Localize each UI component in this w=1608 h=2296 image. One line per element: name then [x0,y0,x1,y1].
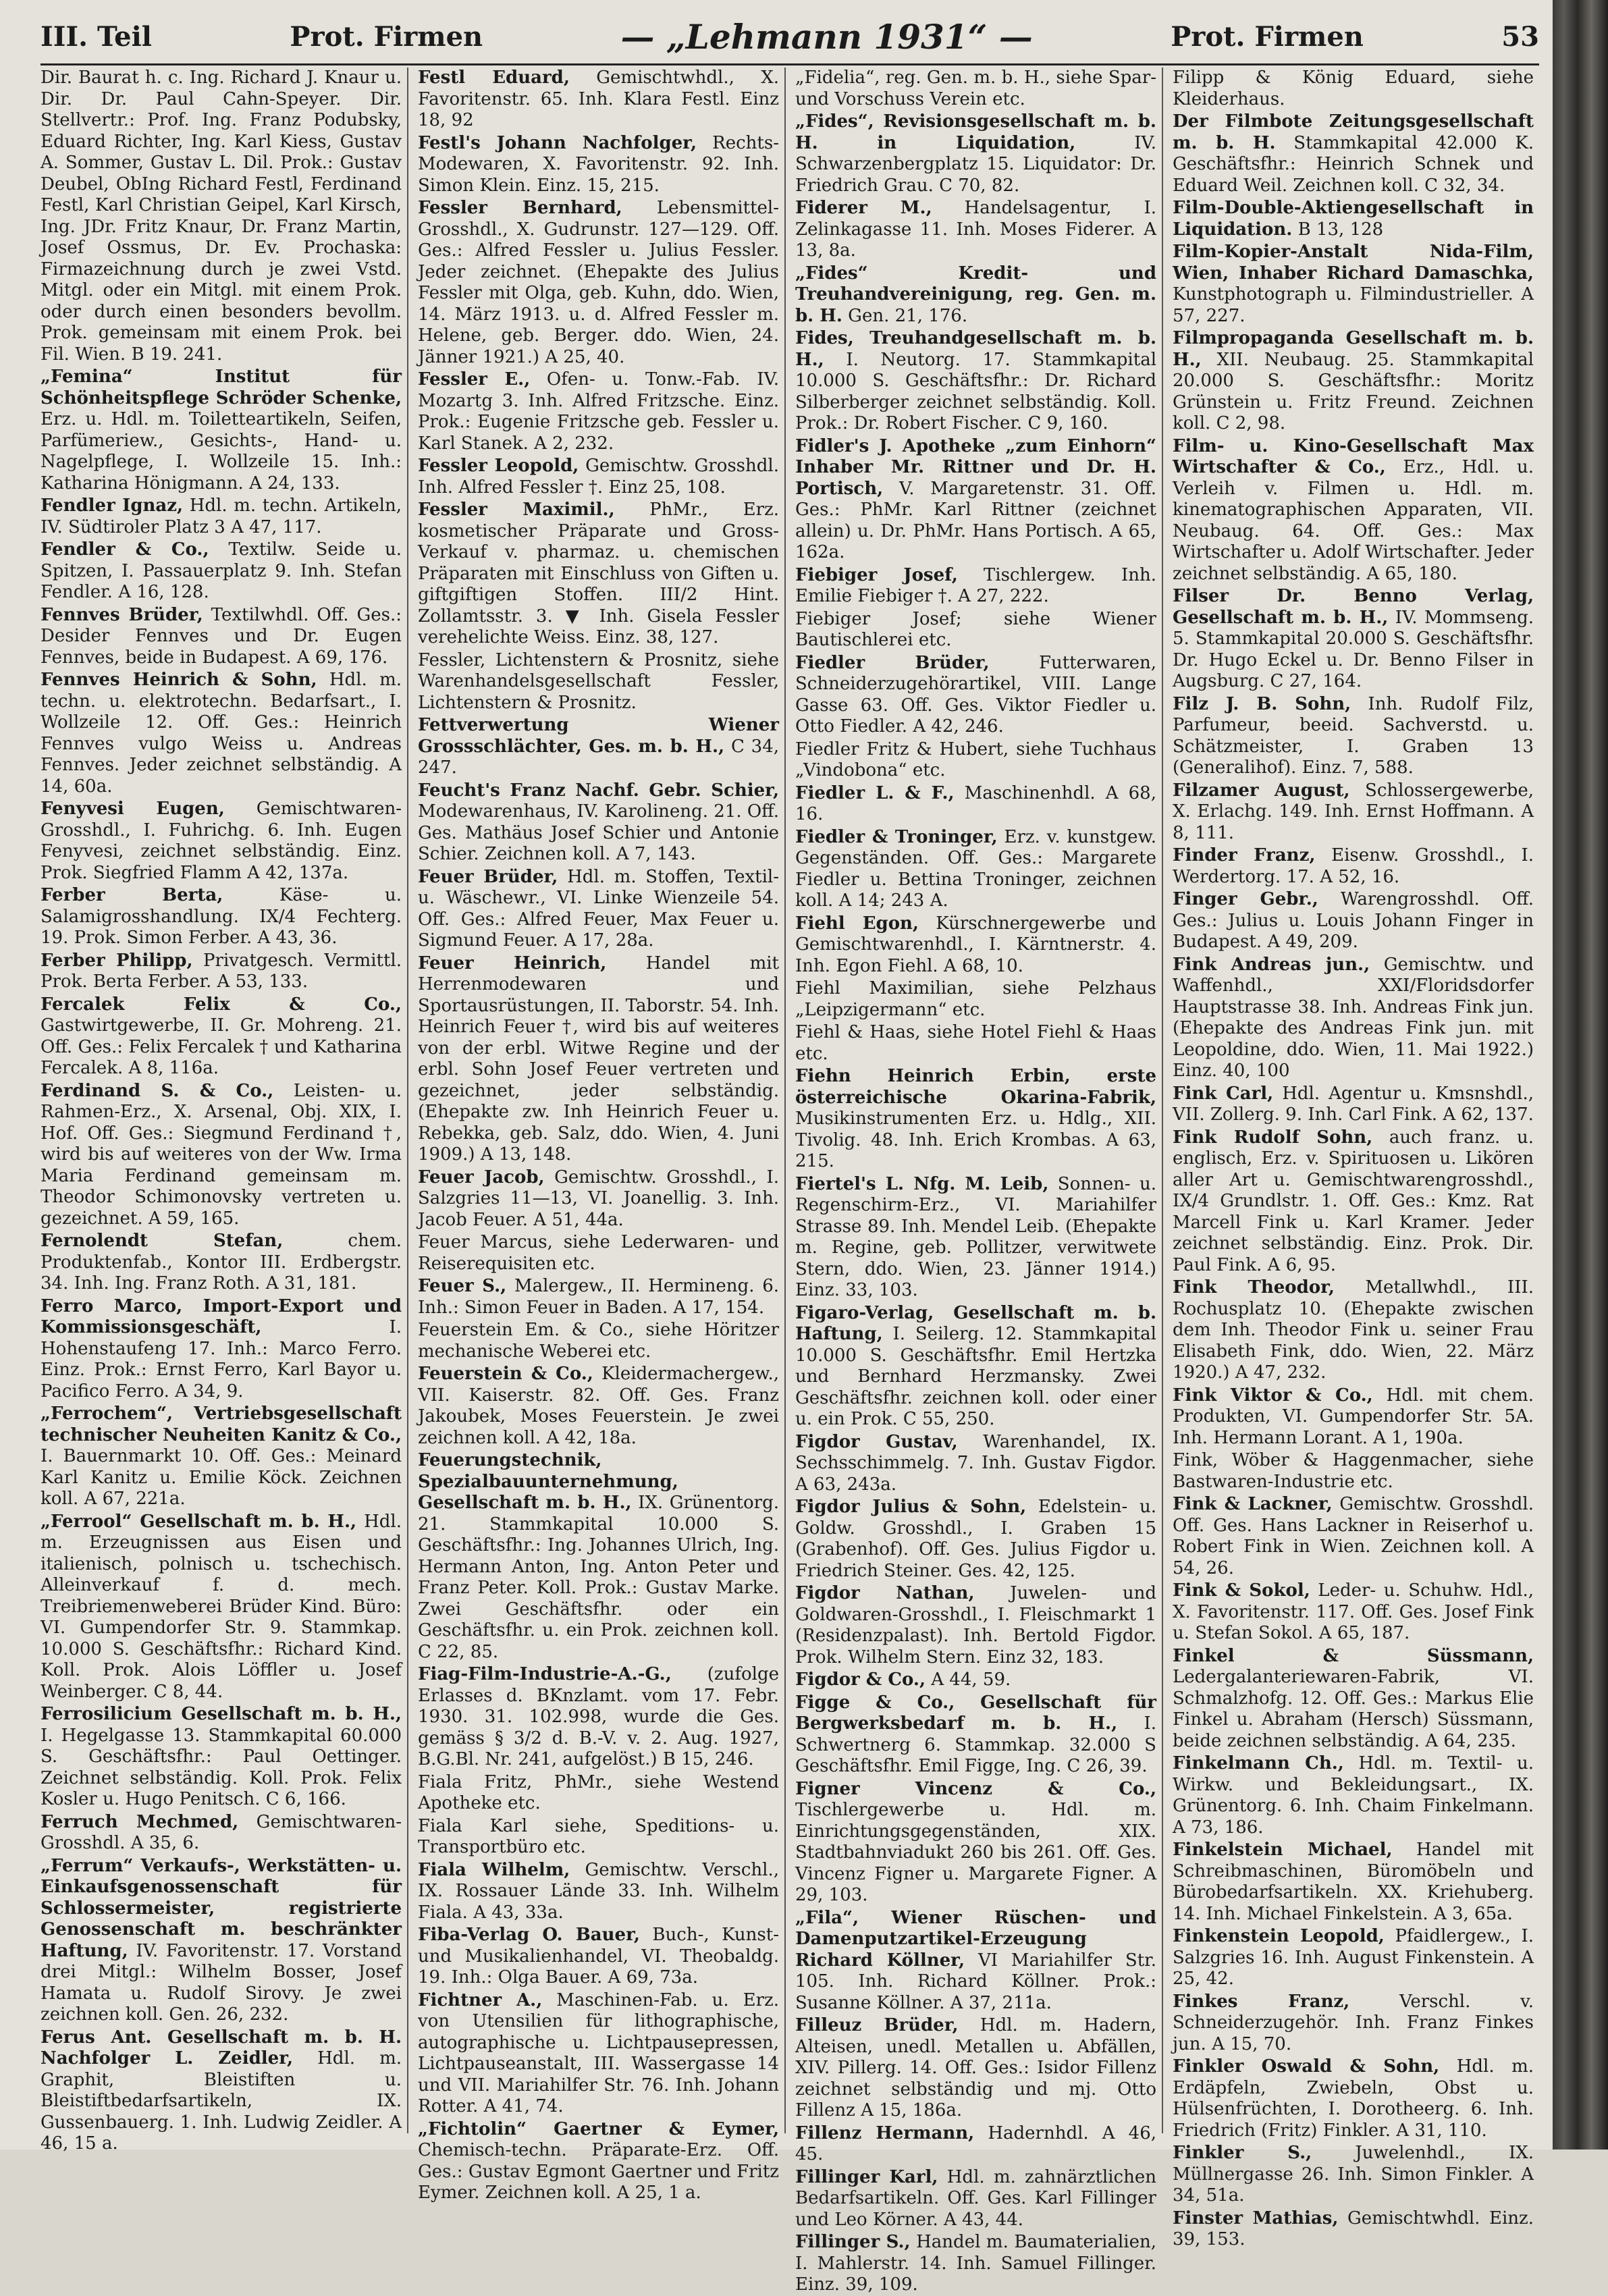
firm-name: Fiedler L. & F., [795,782,955,803]
firm-name: Figaro-Verlag, Gesellschaft m. b. Haftung, [795,1302,1156,1344]
firm-name: Filz J. B. Sohn, [1173,693,1351,714]
firm-name: Fiedler & Troninger, [795,826,998,847]
firm-name: „Fides“ Kredit- und Treuhandvereinigung, reg. Gen. m. b. H. [795,263,1156,326]
firm-name: Ferruch Mechmed, [41,1811,239,1832]
directory-entry [1173,2208,1534,2251]
firm-name: Fiertel's L. Nfg. M. Leib, [795,1173,1049,1194]
entry-details: V. Margaretenstr. 31. Off. Ges.: PhMr. Karl Rittner (zeichnet allein) u. Dr. PhMr. Hans Portisch. A 65, 162a. [795,478,1157,562]
firm-name: Fillinger S., [795,2232,911,2252]
entry-details: Gemischtwhdl. Einz. 39, 153. [1173,2208,1534,2249]
firm-name: Fides, Treuhandgesellschaft m. b. H., [795,328,1156,370]
directory-entry [795,1303,1156,1431]
directory-entry [1173,436,1534,585]
entry-details: Buch-, Kunst- und Musikalienhandel, VI. Theobaldg. 19. Inh.: Olga Bauer. A 69, 73a. [418,1925,779,1987]
directory-entry [41,1812,402,1854]
entry-details: IV. Mommseng. 5. Stammkapital 20.000 S. Geschäftsfhr. Dr. Hugo Eckel u. Dr. Benno Filser in Augsburg. C 27, 164. [1173,607,1534,691]
firm-name: „Ferrool“ Gesellschaft m. b. H., [41,1511,357,1532]
entry-details: Gastwirtgewerbe, II. Gr. Mohreng. 21. Off. Ges.: Felix Fercalek † und Katharina Fercalek. A 8, 116a. [41,1015,402,1078]
entry-details: Rechts-Modewaren, X. Favoritenstr. 92. Inh. Simon Klein. Einz. 15, 215. [418,132,779,196]
firm-name: „Femina“ Institut für Schönheitspflege Schröder Schenke, [41,367,402,408]
entry-details: Kleidermachergew., VII. Kaiserstr. 82. Off. Ges. Franz Jakoubek, Moses Feuerstein. Je zwei zeichnen koll. A 42, 18a. [418,1364,779,1448]
directory-entry [795,827,1156,912]
directory-entry [41,1512,402,1703]
entry-details: Hdl. m. Erzeugnissen aus Eisen und italienisch, polnisch u. tschechisch. Alleinverkauf f. d. mech. Treibriemenweberei Brüder Kind. Büro: VI. Gumpendorfer Str. 9. Stammkap. 10.000 S. Geschäftsfhr.: Richard Kind. Koll. Prok. Alois Löffler u. Josef Weinberger. C 8, 44. [41,1511,402,1702]
entry-details: I. Bauernmarkt 10. Off. Ges.: Meinard Karl Kanitz u. Emilie Köck. Zeichnen koll. A 67, 221a. [41,1446,402,1509]
entry-details: Gemischtwaren-Grosshdl. A 35, 6. [41,1811,402,1853]
firm-name: Finder Franz, [1173,845,1316,865]
entry-details: Hdl. mit chem. Produkten, VI. Gumpendorfer Str. 5A. Inh. Hermann Lorant. A 1, 190a. [1173,1385,1534,1448]
directory-entry [1173,694,1534,779]
directory-entry [795,2167,1156,2231]
directory-entry [795,436,1156,564]
entry-details: Ofen- u. Tonw.-Fab. IV. Mozartg 3. Inh. Alfred Fritzsche. Einz. Prok.: Eugenie Fritzsche geb. Fessler u. Karl Stanek. A 2, 232. [418,369,779,454]
firm-name: Fink & Lackner, [1173,1494,1333,1514]
entry-details: Hdl. m. techn. u. elektrotechn. Bedarfsart., I. Wollzeile 12. Off. Ges.: Heinrich Fennves vulgo Weiss u. Andreas Fennves. Jeder zeichnet selbständig. A 14, 60a. [41,670,402,797]
directory-entry [1173,845,1534,888]
entry-details: Hdl. m. techn. Artikeln, IV. Südtiroler Platz 3 A 47, 117. [41,496,402,537]
entry-details: Hdl. m. Erdäpfeln, Zwiebeln, Obst u. Hülsenfrüchten, I. Dorotheerg. 6. Inh. Friedrich (Fritz) Finkler. A 31, 110. [1173,2056,1534,2141]
firm-name: Ferus Ant. Gesellschaft m. b. H. Nachfolger L. Zeidler, [41,2027,402,2068]
firm-name: Filser Dr. Benno Verlag, Gesellschaft m. b. H., [1173,586,1534,628]
directory-entry [795,1583,1156,1668]
entry-details: Metallwhdl., III. Rochusplatz 10. (Ehepakte zwischen dem Inh. Theodor Fink u. seiner Frau Elisabeth Fink, ddo. Wien, 22. März 1920.) A 47, 232. [1173,1277,1534,1383]
entry-details: Lebensmittel-Grosshdl., X. Gudrunstr. 127—129. Off. Ges.: Alfred Fessler u. Julius Fessler. Jeder zeichnet. (Ehepakte des Julius Fessler mit Olga, geb. Kuhn, ddo. Wien, 14. März 1913. u. d. Alfred Fessler m. Helene, geb. Berger. ddo. Wien, 24. Jänner 1921.) A 25, 40. [418,198,779,367]
entry-details: I. Seilerg. 12. Stammkapital 10.000 S. Geschäftsfhr. Emil Hertzka und Bernhard Herzmansky. Zwei Geschäftsfhr. zeichnen koll. oder einer u. ein Prok. C 55, 250. [795,1324,1157,1429]
directory-entry [418,456,779,498]
entry-details: Inh. Rudolf Filz, Parfumeur, beeid. Sachverstd. u. Schätzmeister, I. Graben 13 (Generalihof). Einz. 7, 588. [1173,693,1534,778]
firm-name: Finster Mathias, [1173,2208,1339,2228]
firm-name: Filleuz Brüder, [795,2015,959,2035]
firm-name: Fessler Maximil., [418,500,615,520]
directory-entry [418,1664,779,1771]
directory-entry [1173,1494,1534,1579]
entry-details: Warengrosshdl. Off. Ges.: Julius u. Louis Johann Finger in Budapest. A 49, 209. [1173,889,1534,952]
directory-entry [41,367,402,494]
book-edge [1553,0,1608,2150]
firm-name: Figdor Nathan, [795,1583,975,1603]
directory-entry [41,1296,402,1403]
column-1 [41,68,408,2154]
directory-entry [795,1908,1156,2014]
entry-details: A 44, 59. [931,1670,1011,1690]
entry-details: Textilw. Seide u. Spitzen, I. Passauerplatz 9. Inh. Stefan Fendler. A 16, 128. [41,539,402,602]
firm-name: Feuer Jacob, [418,1167,545,1187]
firm-name: Fink Rudolf Sohn, [1173,1127,1373,1148]
entry-details: I. Hegelgasse 13. Stammkapital 60.000 S. Geschäftsfhr.: Paul Oettinger. Zeichnet selbständig. Koll. Prok. Felix Kosler u. Hugo Penitsch. C 6, 166. [41,1725,402,1809]
entry-details: Eisenw. Grosshdl., I. Werdertorg. 17. A 52, 16. [1173,845,1534,887]
entry-details: Edelstein- u. Goldw. Grosshdl., I. Graben 15 (Grabenhof). Off. Ges. Julius Figdor u. Friedrich Steiner. Ges. 42, 125. [795,1497,1156,1581]
directory-entry [795,2123,1156,2166]
directory-entry [795,978,1156,1021]
firm-name: Finkler S., [1173,2143,1312,2163]
firm-name: „Ferrochem“, Vertriebsgesellschaft technischer Neuheiten Kanitz & Co., [41,1404,402,1445]
directory-entry [795,198,1156,262]
section-label-left: Prot. Firmen [290,20,483,53]
directory-entry [41,605,402,669]
directory-entry [1173,1084,1534,1126]
directory-entry [1173,2143,1534,2207]
directory-entry [41,799,402,884]
entry-details: (zufolge Erlasses d. BKnzlamt. vom 17. Febr. 1930. 31. 102.998, wurde die Ges. gemäss § 3/2 d. B.-V. v. 2. Aug. 1927, B.G.Bl. Nr. 241, aufgelöst.) B 15, 246. [418,1664,779,1769]
directory-entry [41,1081,402,1230]
entry-details: Sonnen- u. Regenschirm-Erz., VI. Mariahilfer Strasse 89. Inh. Mendel Leib. (Ehepakte m. Regine, geb. Pollitzer, verwitwete Stern, ddo. Wien, 23. Jänner 1914.) Einz. 33, 103. [795,1173,1157,1300]
directory-entry [795,263,1156,327]
entry-details: Ledergalanteriewaren-Fabrik, VI. Schmalzhofg. 12. Off. Ges.: Markus Elie Finkel u. Abraham (Hersch) Süssmann, beide zeichnen selbständig. A 64, 235. [1173,1667,1534,1751]
directory-entry [41,2027,402,2155]
entry-details: Käse- u. Salamigrosshandlung. IX/4 Fechterg. 19. Prok. Simon Ferber. A 43, 36. [41,885,402,948]
firm-name: Feuerstein & Co., [418,1364,593,1384]
directory-entry [41,496,402,538]
entry-details: Gemischtw. Grosshdl., I. Salzgries 11—13, VI. Joanellig. 3. Inh. Jacob Feuer. A 51, 44a. [418,1167,780,1230]
directory-entry [41,951,402,993]
entry-details: Tischlergew. Inh. Emilie Fiebiger †. A 27, 222. [795,564,1156,606]
entry-details: Gemischtw. Grosshdl. Inh. Alfred Fessler †. Einz 25, 108. [418,456,779,498]
directory-entry [41,1856,402,2026]
entry-details: IV. Schwarzenbergplatz 15. Liquidator: Dr. Friedrich Grau. C 70, 82. [795,132,1156,196]
firm-name: Figdor Julius & Sohn, [795,1497,1027,1517]
firm-name: Film- u. Kino-Gesellschaft Max Wirtschafter & Co., [1173,435,1534,477]
entry-details: Verschl. v. Schneiderzugehör. Inh. Franz Finkes jun. A 15, 70. [1173,1991,1534,2054]
directory-entry [1173,1580,1534,1645]
firm-name: Finkler Oswald & Sohn, [1173,2056,1440,2077]
firm-name: Feuer Brüder, [418,866,558,887]
entry-details: Gemischtw. und Waffenhdl., XXI/Floridsdorfer Hauptstrasse 38. Inh. Andreas Fink jun. (Ehepakte des Andreas Fink jun. mit Leopoldine, ddo. Wien, 11. Mai 1922.) Einz. 40, 100 [1173,954,1534,1081]
directory-entry [418,369,779,454]
firm-name: Fiebiger Josef, [795,564,958,585]
firm-name: Finkel & Süssmann, [1173,1645,1534,1666]
firm-name: Ferro Marco, Import-Export und Kommissionsgeschäft, [41,1296,402,1337]
entry-details: B 13, 128 [1297,219,1384,240]
entry-details: Fessler, Lichtenstern & Prosnitz, siehe Warenhandelsgesellschaft Fessler, Lichtenstern & Prosnitz. [418,649,779,713]
firm-name: Fennves Brüder, [41,604,203,625]
directory-entry [795,1779,1156,1906]
entry-details: Schlossergewerbe, X. Erlachg. 149. Inh. Ernst Hoffmann. A 8, 111. [1173,780,1534,843]
directory-entry [795,1497,1156,1582]
directory-entry [1173,1840,1534,1925]
firm-name: Fichtner A., [418,1990,543,2010]
directory-entry [418,953,779,1166]
directory-entry [41,68,402,365]
directory-entry [41,1231,402,1295]
entry-details: Handel mit Schreibmaschinen, Büromöbeln und Bürobedarfsartikeln. XX. Kriehuberg. 14. Inh. Michael Finkelstein. A 3, 65a. [1173,1840,1534,1924]
directory-entry [41,539,402,604]
firm-name: Fettverwertung Wiener Grossschlächter, Ges. m. b. H., [418,715,779,757]
directory-entry [795,653,1156,738]
entry-details: Gemischtwhdl., X. Favoritenstr. 65. Inh. Klara Festl. Einz 18, 92 [418,68,779,130]
firm-name: Fiehn Heinrich Erbin, erste österreichische Okarina-Fabrik, [795,1066,1156,1108]
directory-entry [1173,242,1534,327]
firm-name: Ferrosilicium Gesellschaft m. b. H., [41,1704,402,1724]
directory-entry [41,994,402,1079]
firm-name: Der Filmbote Zeitungsgesellschaft m. b. H. [1173,111,1534,153]
entry-details: Musikinstrumenten Erz. u. Hdlg., XII. Tivolig. 48. Inh. Erich Krombas. A 63, 215. [795,1109,1156,1171]
firm-name: Film-Double-Aktiengesellschaft in Liquidation. [1173,198,1534,240]
firm-name: Fink & Sokol, [1173,1580,1310,1601]
directory-entry [1173,2056,1534,2141]
entry-details: Hdl. m. zahnärztlichen Bedarfsartikeln. Off. Ges. Karl Fillinger und Leo Körner. A 43, 44. [795,2166,1156,2230]
firm-name: Figner Vincenz & Co., [795,1778,1156,1799]
firm-name: Fidler's J. Apotheke „zum Einhorn“ Inhaber Mr. Rittner und Dr. H. Portisch, [795,435,1156,499]
directory-entry [418,1860,779,1924]
directory-entry [795,111,1156,196]
firm-name: Fiag-Film-Industrie-A.-G., [418,1664,672,1684]
directory-entry [418,650,779,714]
directory-entry [795,783,1156,826]
entry-details: IV. Favoritenstr. 17. Vorstand drei Mitgl.: Wilhelm Bosser, Josef Hamata u. Rudolf Sirovy. Je zwei zeichnen koll. Gen. 26, 232. [41,1940,402,2025]
directory-entry [795,2232,1156,2296]
entry-details: Juwelenhdl., IX. Müllnergasse 26. Inh. Simon Finkler. A 34, 51a. [1173,2143,1534,2206]
directory-entry [795,1022,1156,1065]
firm-name: Fillinger Karl, [795,2166,938,2187]
firm-name: Finger Gebr., [1173,889,1318,909]
directory-entry [418,133,779,197]
entry-details: Kürschnergewerbe und Gemischtwarenhdl., I. Kärntnerstr. 4. Inh. Egon Fiehl. A 68, 10. [795,913,1156,976]
entry-details: Pfaidlergew., I. Salzgries 16. Inh. August Finkenstein. A 25, 42. [1173,1926,1534,1989]
firm-name: Figge & Co., Gesellschaft für Bergwerksbedarf m. b. H., [795,1692,1156,1734]
entry-details: Fiedler Fritz & Hubert, siehe Tuchhaus „Vindobona“ etc. [795,739,1156,780]
entry-details: Erz. v. kunstgew. Gegenständen. Off. Ges.: Margarete Fiedler u. Bettina Troninger, zeichnen koll. A 14; 243 A. [795,826,1156,911]
directory-entry [418,1276,779,1318]
column-3 [795,68,1163,2295]
firm-name: Fiehl Egon, [795,913,919,934]
directory-entry [41,1404,402,1510]
entry-details: Kunstphotograph u. Filmindustrieller. A 57, 227. [1173,284,1534,326]
entry-details: Erz., Hdl. u. Verleih v. Filmen u. Hdl. m. kinematographischen Apparaten, VII. Neubaug. 64. Off. Ges.: Max Wirtschafter u. Adolf Wirtschafter. Jeder zeichnet selbständig. A 65, 180. [1173,457,1534,584]
directory-entry [418,867,779,952]
firm-name: Fink Andreas jun., [1173,954,1370,975]
firm-name: Festl Eduard, [418,68,570,88]
directory-entry [1173,1646,1534,1753]
entry-details: Handel m. Baumaterialien, I. Mahlerstr. 14. Inh. Samuel Fillinger. Einz. 39, 109. [795,2232,1157,2295]
firm-name: Fiala Wilhelm, [418,1859,570,1880]
directory-entry [418,198,779,368]
firm-name: Fercalek Felix & Co., [41,994,402,1015]
directory-entry [418,1450,779,1663]
directory-entry [418,68,779,132]
firm-name: Fink Theodor, [1173,1277,1335,1298]
directory-entry [795,609,1156,651]
directory-entry [1173,68,1534,110]
directory-entry [41,885,402,949]
firm-name: Fessler Leopold, [418,456,579,476]
firm-name: Fiedler Brüder, [795,652,990,673]
directory-entry [418,715,779,779]
entry-details: Fiala Karl siehe, Speditions- u. Transportbüro etc. [418,1815,779,1857]
directory-entry [795,1432,1156,1496]
firm-name: Finkes Franz, [1173,1991,1350,2012]
entry-details: Modewarenhaus, IV. Karolineng. 21. Off. Ges. Mathäus Josef Schier und Antonie Schier. Zeichnen koll. A 7, 143. [418,801,779,864]
firm-name: „Ferrum“ Verkaufs-, Werkstätten- u. Einkaufsgenossenschaft für Schlossermeister, registrierte Genossenschaft m. beschränkter Haftung, [41,1855,402,1961]
directory-entry [418,780,779,865]
directory-entry [41,1704,402,1811]
entry-details: Hdl. m. Stoffen, Textil- u. Wäschewr., VI. Linke Wienzeile 54. Off. Ges.: Alfred Feuer, Max Feuer u. Sigmund Feuer. A 17, 28a. [418,866,780,951]
directory-entry [795,1670,1156,1691]
entry-details: Feuer Marcus, siehe Lederwaren- und Reiserequisiten etc. [418,1232,779,1274]
entry-details: C 34, 247. [418,736,780,778]
page-header [41,9,1539,65]
directory-entry [795,2015,1156,2122]
directory-title: — „Lehmann 1931“ — [620,16,1033,57]
directory-entry [418,1925,779,1989]
directory-entry [1173,889,1534,953]
firm-name: Figdor & Co., [795,1670,926,1690]
entry-details: Textilwhdl. Off. Ges.: Desider Fennves und Dr. Eugen Fennves, beide in Budapest. A 69, 176. [41,604,402,668]
entry-details: Leisten- u. Rahmen-Erz., X. Arsenal, Obj. XIX, I. Hof. Off. Ges.: Siegmund Ferdinand †, wird bis auf weiteres von der Ww. Irma Maria Ferdinand gemeinsam m. Theodor Schimonovsky vertreten u. gezeichnet. A 59, 165. [41,1080,402,1229]
entry-details: Erz. u. Hdl. m. Toiletteartikeln, Seifen, Parfümeriew., Gesichts-, Hand- u. Nagelpflege, I. Wollzeile 15. Inh.: Katharina Hönigmann. A 24, 133. [41,409,402,493]
directory-entry [795,565,1156,608]
page-number: 53 [1501,20,1539,53]
entry-details: I. Neutorg. 17. Stammkapital 10.000 S. Geschäftsfhr.: Dr. Richard Silberberger zeichnet selbständig. Koll. Prok.: Dr. Robert Fischer. C 9, 160. [795,349,1157,433]
entry-details: IX. Grünentorg. 21. Stammkapital 10.000 S. Geschäftsfhr.: Ing. Johannes Ulrich, Ing. Hermann Anton, Ing. Anton Peter und Franz Peter. Koll. Prok.: Gustav Marke. Zwei Geschäftsfhr. oder ein Geschäftsfhr. u. ein Prok. zeichnen koll. C 22, 85. [418,1493,779,1662]
entry-details: Handelsagentur, I. Zelinkagasse 11. Inh. Moses Fiderer. A 13, 8a. [795,198,1157,261]
entry-details: Fiebiger Josef; siehe Wiener Bautischlerei etc. [795,608,1156,650]
directory-entry [1173,1127,1534,1277]
firm-name: Filmpropaganda Gesellschaft m. b. H., [1173,328,1534,370]
directory-entry [795,1066,1156,1173]
firm-name: Feuerungstechnik, Spezialbauunternehmung, Gesellschaft m. b. H., [418,1450,678,1513]
directory-entry [795,68,1156,110]
firm-name: Finkelmann Ch., [1173,1753,1344,1773]
firm-name: Fessler E., [418,369,531,390]
firm-name: Feucht's Franz Nachf. Gebr. Schier, [418,780,779,801]
entry-details: Malergew., II. Hermineng. 6. Inh.: Simon Feuer in Baden. A 17, 154. [418,1276,780,1318]
entry-details: Gemischtw. Grosshdl. Off. Ges. Hans Lackner in Reiserhof u. Robert Fink in Wien. Zeichnen koll. A 54, 26. [1173,1494,1534,1578]
firm-name: Festl's Johann Nachfolger, [418,132,697,153]
entry-details: chem. Produktenfab., Kontor III. Erdbergstr. 34. Inh. Ing. Franz Roth. A 31, 181. [41,1231,402,1293]
entry-details: XII. Neubaug. 25. Stammkapital 20.000 S. Geschäftsfhr.: Moritz Grünstein u. Fritz Freund. Zeichnen koll. C 2, 98. [1173,349,1534,433]
entry-details: Fiehl Maximilian, siehe Pelzhaus „Leipzigermann“ etc. [795,978,1156,1020]
entry-details: I. Hohenstaufeng 17. Inh.: Marco Ferro. Einz. Prok.: Ernst Ferro, Karl Bayor u. Pacifico Ferro. A 34, 9. [41,1317,402,1401]
entry-details: I. Schwertnerg 6. Stammkap. 32.000 S Geschäftsfhr. Emil Figge, Ing. C 26, 39. [795,1713,1157,1776]
entry-columns [41,68,1539,2295]
column-4 [1173,68,1539,2249]
firm-name: Filzamer August, [1173,780,1350,801]
directory-entry [795,328,1156,435]
firm-name: Fiba-Verlag O. Bauer, [418,1925,640,1945]
entry-details: Hdl. m. Graphit, Bleistiften u. Bleistiftbedarfsartikeln, IX. Gussenbauerg. 1. Inh. Ludwig Zeidler. A 46, 15 a. [41,2048,402,2154]
firm-name: Fendler & Co., [41,539,209,560]
directory-entry [418,1364,779,1449]
entry-details: Stammkapital 42.000 K. Geschäftsfhr.: Heinrich Schnek und Eduard Weil. Zeichnen koll. C 32, 34. [1173,132,1534,196]
firm-name: Feuer Heinrich, [418,953,607,973]
directory-entry [418,1232,779,1275]
directory-entry [1173,198,1534,240]
entry-details: Feuerstein Em. & Co., siehe Höritzer mechanische Weberei etc. [418,1320,779,1362]
entry-details: Privatgesch. Vermittl. Prok. Berta Ferber. A 53, 133. [41,950,402,992]
directory-entry [1173,328,1534,435]
entry-details: Gen. 21, 176. [848,305,968,326]
directory-entry [1173,586,1534,693]
entry-details: Gemischtw. Verschl., IX. Rossauer Lände 33. Inh. Wilhelm Fiala. A 43, 33a. [418,1859,779,1923]
firm-name: Fillenz Hermann, [795,2123,975,2143]
directory-entry [41,670,402,797]
firm-name: Ferber Berta, [41,885,223,905]
directory-entry [418,1816,779,1859]
firm-name: Ferdinand S. & Co., [41,1080,274,1101]
directory-entry [1173,955,1534,1082]
entry-details: Tischlergewerbe u. Hdl. m. Einrichtungsgegenständen, XIX. Stadtbahnviadukt 260 bis 261. Off. Ges. Vincenz Figner u. Margarete Figner. A 29, 103. [795,1800,1156,1905]
entry-details: Gemischtwaren-Grosshdl., I. Fuhrichg. 6. Inh. Eugen Fenyvesi, zeichnet selbständig. Einz. Prok. Siegfried Flamm A 42, 137a. [41,799,402,883]
entry-details: Juwelen- und Goldwaren-Grosshdl., I. Fleischmarkt 1 (Residenzpalast). Inh. Bertold Figdor. Prok. Wilhelm Stern. Einz 32, 183. [795,1583,1156,1667]
firm-name: „Fichtolin“ Gaertner & Eymer, [418,2118,779,2139]
firm-name: Finkenstein Leopold, [1173,1926,1385,1946]
firm-name: Fink Carl, [1173,1083,1274,1104]
entry-details: PhMr., Erz. kosmetischer Präparate und Gross-Verkauf v. pharmaz. u. chemischen Präparaten mit Einschluss von Giften u. giftgiftigen Stoffen. III/2 Hint. Zollamtsstr. 3. ▼ Inh. Gisela Fessler verehelichte Weiss. Einz. 38, 127. [418,500,779,647]
entry-details: Fiala Fritz, PhMr., siehe Westend Apotheke etc. [418,1771,779,1813]
firm-name: Fiderer M., [795,198,932,218]
directory-entry [1173,1450,1534,1493]
directory-entry [418,1320,779,1362]
entry-details: Hdl. m. Textil- u. Wirkw. und Bekleidungsart., IX. Grünentorg. 6. Inh. Chaim Finkelmann. A 73, 186. [1173,1753,1534,1838]
entry-details: Maschinenhdl. A 68, 16. [795,782,1156,824]
directory-entry [418,500,779,649]
directory-entry [1173,1277,1534,1384]
firm-name: Fennves Heinrich & Sohn, [41,670,317,690]
directory-entry [1173,1926,1534,1990]
entry-details: Chemisch-techn. Präparate-Erz. Off. Ges.: Gustav Egmont Gaertner und Fritz Eymer. Zeichnen koll. A 25, 1 a. [418,2140,779,2203]
entry-details: Maschinen-Fab. u. Erz. von Utensilien für lithographische, autographische u. Lichtpausepressen, Lichtpauseanstalt, III. Wassergasse 14 und VII. Mariahilfer Str. 76. Inh. Johann Rotter. A 41, 74. [418,1990,779,2116]
entry-details: Futterwaren, Schneiderzugehörartikel, VIII. Lange Gasse 63. Off. Ges. Viktor Fiedler u. Otto Fiedler. A 42, 246. [795,652,1157,737]
entry-details: Handel mit Herrenmodewaren und Sportausrüstungen, II. Taborstr. 54. Inh. Heinrich Feuer †, wird bis auf weiteres von der erbl. Witwe Regine und der erbl. Sohn Josef Feuer vertreten und gezeichnet, jeder selbständig. (Ehepakte zw. Inh Heinrich Feuer u. Rebekka, geb. Salz, ddo. Wien, 4. Juni 1909.) A 13, 148. [418,953,779,1165]
firm-name: Fendler Ignaz, [41,496,184,516]
entry-details: Dir. Baurat h. c. Ing. Richard J. Knaur u. Dir. Dr. Paul Cahn-Speyer. Dir. Stellvertr.: Prof. Ing. Franz Podubsky, Eduard Richter, Ing. Karl Kiess, Gustav A. Sommer, Gustav L. Dil. Prok.: Gustav Deubel, ObIng Richard Festl, Ferdinand Festl, Karl Christian Geipel, Karl Kirsch, Ing. JDr. Fritz Knaur, Dr. Franz Martin, Josef Ossmus, Dr. Ev. Prochaska: Firmazeichnung durch je zwei Vstd. Mitgl. oder ein Mitgl. mit einem Prok. oder durch einen besonders bevollm. Prok. gemeinsam mit einem Prok. bei Fil. Wien. B 19. 241. [41,68,402,365]
directory-entry [1173,1385,1534,1449]
firm-name: Ferber Philipp, [41,950,193,971]
entry-details: Warenhandel, IX. Sechsschimmelg. 7. Inh. Gustav Figdor. A 63, 243a. [795,1431,1157,1495]
directory-entry [418,1772,779,1815]
entry-details: Fink, Wöber & Haggenmacher, siehe Bastwaren-Industrie etc. [1173,1450,1534,1492]
directory-entry [1173,111,1534,196]
entry-details: Hdl. Agentur u. Kmsnshdl., VII. Zollerg. 9. Inh. Carl Fink. A 62, 137. [1173,1083,1534,1125]
directory-entry [795,1174,1156,1302]
entry-details: „Fidelia“, reg. Gen. m. b. H., siehe Spar- und Vorschuss Verein etc. [795,68,1156,109]
directory-entry [1173,780,1534,845]
directory-entry [1173,1753,1534,1838]
firm-name: Film-Kopier-Anstalt Nida-Film, Wien, Inhaber Richard Damaschka, [1173,242,1534,284]
firm-name: Finkelstein Michael, [1173,1840,1393,1860]
section-label-right: Prot. Firmen [1171,20,1364,53]
firm-name: Feuer S., [418,1276,507,1296]
directory-entry [418,1990,779,2118]
entry-details: Hadernhdl. A 46, 45. [795,2123,1157,2164]
firm-name: Fink Viktor & Co., [1173,1385,1373,1406]
column-2 [418,68,786,2203]
directory-entry [1173,1992,1534,2056]
directory-entry [418,2119,779,2204]
directory-entry [418,1167,779,1231]
firm-name: Figdor Gustav, [795,1431,958,1452]
firm-name: „Fila“, Wiener Rüschen- und Damenputzartikel-Erzeugung Richard Köllner, [795,1907,1156,1971]
entry-details: auch franz. u. englisch, Erz. v. Spirituosen u. Likören aller Art u. Gemischtwarengrosshdl., IX/4 Grundlstr. 1. Off. Ges.: Kmz. Rat Marcell Fink u. Karl Kramer. Jeder zeichnet selbständig. Einz. Prok. Dir. Paul Fink. A 6, 95. [1173,1127,1534,1275]
entry-details: Filipp & König Eduard, siehe Kleiderhaus. [1173,68,1534,109]
directory-entry [795,739,1156,782]
entry-details: Fiehl & Haas, siehe Hotel Fiehl & Haas etc. [795,1022,1156,1064]
entry-details: VI Mariahilfer Str. 105. Inh. Richard Köllner. Prok.: Susanne Köllner. A 37, 211a. [795,1950,1157,2013]
directory-entry [795,913,1156,978]
firm-name: Fenyvesi Eugen, [41,799,225,819]
entry-details: Leder- u. Schuhw. Hdl., X. Favoritenstr. 117. Off. Ges. Josef Fink u. Stefan Sokol. A 65, 187. [1173,1580,1534,1643]
directory-entry [795,1692,1156,1778]
firm-name: Fernolendt Stefan, [41,1231,284,1251]
part-label: III. Teil [41,20,152,53]
firm-name: „Fides“, Revisionsgesellschaft m. b. H. in Liquidation, [795,111,1156,153]
entry-details: Hdl. m. Hadern, Alteisen, unedl. Metallen u. Abfällen, XIV. Pillerg. 14. Off. Ges.: Isidor Fillenz zeichnet selbständig und mj. Otto Fillenz A 15, 186a. [795,2015,1157,2120]
firm-name: Fessler Bernhard, [418,198,622,218]
